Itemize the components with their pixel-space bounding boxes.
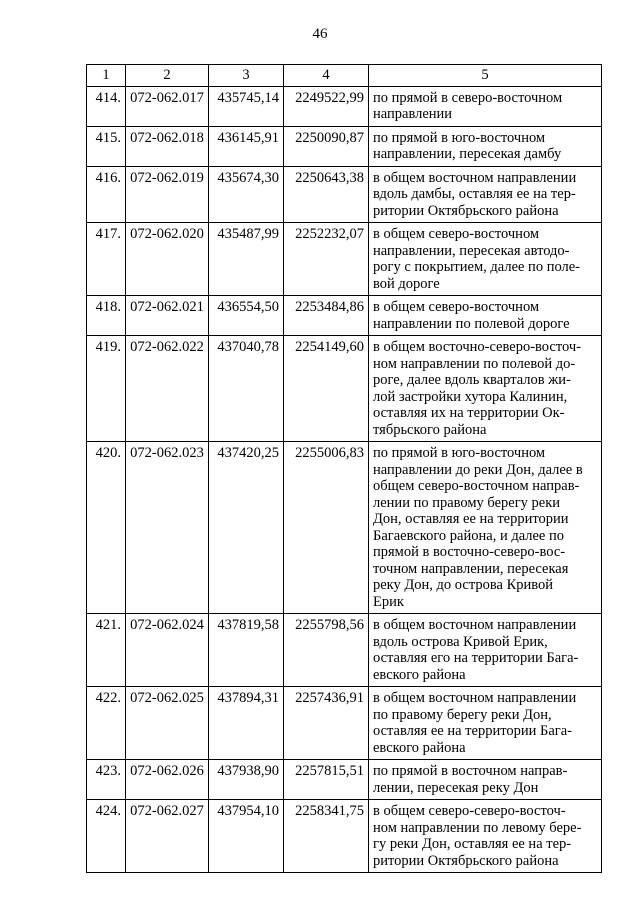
table-row bbox=[87, 86, 602, 126]
table-row bbox=[87, 126, 602, 166]
coordinate-x: 435674,30 bbox=[209, 166, 284, 223]
boundary-description bbox=[369, 442, 602, 614]
column-header-1: 1 bbox=[87, 65, 126, 87]
coordinate-y: 2257436,91 bbox=[284, 687, 369, 760]
description-text: в общем восточном направлении вдоль острова Кривой Ерик, оставляя его на территории Бага- евского района bbox=[373, 617, 579, 683]
coordinate-x: 437938,90 bbox=[209, 760, 284, 800]
point-code: 072-062.018 bbox=[126, 126, 209, 166]
column-header-5: 5 bbox=[369, 65, 602, 87]
coordinate-x: 435745,14 bbox=[209, 86, 284, 126]
coordinate-x: 437954,10 bbox=[209, 800, 284, 873]
point-code: 072-062.021 bbox=[126, 296, 209, 336]
point-code: 072-062.022 bbox=[126, 336, 209, 442]
description-text: в общем восточном направлении по правому берегу реки Дон, оставляя ее на территории Бага- евского района bbox=[373, 690, 577, 756]
coordinate-y: 2253484,86 bbox=[284, 296, 369, 336]
coordinate-y: 2254149,60 bbox=[284, 336, 369, 442]
row-number: 421. bbox=[87, 614, 126, 687]
description-text: по прямой в юго-восточном направлении, пересекая дамбу bbox=[373, 129, 562, 162]
table-row bbox=[87, 442, 602, 614]
coordinate-y: 2249522,99 bbox=[284, 86, 369, 126]
boundary-description bbox=[369, 800, 602, 873]
table-header-row bbox=[87, 65, 602, 87]
boundary-description bbox=[369, 687, 602, 760]
coordinate-x: 436145,91 bbox=[209, 126, 284, 166]
coordinate-y: 2257815,51 bbox=[284, 760, 369, 800]
row-number: 417. bbox=[87, 223, 126, 296]
point-code: 072-062.017 bbox=[126, 86, 209, 126]
table-row bbox=[87, 223, 602, 296]
coordinate-x: 437894,31 bbox=[209, 687, 284, 760]
page-number: 46 bbox=[312, 26, 328, 42]
boundary-points-table bbox=[86, 64, 602, 873]
coordinate-y: 2255006,83 bbox=[284, 442, 369, 614]
row-number: 418. bbox=[87, 296, 126, 336]
point-code: 072-062.025 bbox=[126, 687, 209, 760]
coordinate-x: 437420,25 bbox=[209, 442, 284, 614]
point-code: 072-062.027 bbox=[126, 800, 209, 873]
coordinate-x: 436554,50 bbox=[209, 296, 284, 336]
row-number: 416. bbox=[87, 166, 126, 223]
table-row bbox=[87, 614, 602, 687]
boundary-description bbox=[369, 166, 602, 223]
table-row bbox=[87, 800, 602, 873]
row-number: 424. bbox=[87, 800, 126, 873]
coordinate-x: 435487,99 bbox=[209, 223, 284, 296]
row-number: 415. bbox=[87, 126, 126, 166]
description-text: в общем восточно-северо-восточ- ном направлении по полевой до- роге, далее вдоль кварталов жи- лой застройки хутора Калинин, оставляя их на территории Ок- тябрьского района bbox=[373, 339, 581, 438]
coordinate-y: 2252232,07 bbox=[284, 223, 369, 296]
boundary-description bbox=[369, 336, 602, 442]
point-code: 072-062.019 bbox=[126, 166, 209, 223]
description-text: в общем северо-северо-восточ- ном направлении по левому бере- гу реки Дон, оставляя ее на тер- ритории Октябрьского района bbox=[373, 803, 582, 869]
row-number: 423. bbox=[87, 760, 126, 800]
column-header-2: 2 bbox=[126, 65, 209, 87]
column-header-4: 4 bbox=[284, 65, 369, 87]
description-text: по прямой в северо-восточном направлении bbox=[373, 89, 563, 122]
description-text: в общем восточном направлении вдоль дамбы, оставляя ее на тер- ритории Октябрьского района bbox=[373, 169, 577, 219]
point-code: 072-062.024 bbox=[126, 614, 209, 687]
row-number: 419. bbox=[87, 336, 126, 442]
description-text: по прямой в юго-восточном направлении до реки Дон, далее в общем северо-восточном направ- лении по правому берегу реки Дон, оставляя ее на территории Багаевского района, и далее по прямой в восточно-северо-вос- точном направлении, пересекая реку Дон, до острова Кривой Ерик bbox=[373, 445, 583, 610]
boundary-description bbox=[369, 760, 602, 800]
coordinate-y: 2250643,38 bbox=[284, 166, 369, 223]
row-number: 420. bbox=[87, 442, 126, 614]
point-code: 072-062.020 bbox=[126, 223, 209, 296]
boundary-description bbox=[369, 223, 602, 296]
point-code: 072-062.023 bbox=[126, 442, 209, 614]
coordinate-x: 437040,78 bbox=[209, 336, 284, 442]
coordinate-x: 437819,58 bbox=[209, 614, 284, 687]
row-number: 422. bbox=[87, 687, 126, 760]
table-row bbox=[87, 166, 602, 223]
boundary-description bbox=[369, 296, 602, 336]
table-row bbox=[87, 296, 602, 336]
coordinate-y: 2250090,87 bbox=[284, 126, 369, 166]
coordinate-y: 2258341,75 bbox=[284, 800, 369, 873]
column-header-3: 3 bbox=[209, 65, 284, 87]
table-body bbox=[87, 86, 602, 873]
row-number: 414. bbox=[87, 86, 126, 126]
table-row bbox=[87, 336, 602, 442]
description-text: в общем северо-восточном направлении по полевой дороге bbox=[373, 299, 570, 332]
point-code: 072-062.026 bbox=[126, 760, 209, 800]
coordinate-y: 2255798,56 bbox=[284, 614, 369, 687]
table-row bbox=[87, 760, 602, 800]
description-text: в общем северо-восточном направлении, пересекая автодо- рогу с покрытием, далее по поле- вой дороге bbox=[373, 226, 581, 292]
description-text: по прямой в восточном направ- лении, пересекая реку Дон bbox=[373, 763, 568, 796]
boundary-description bbox=[369, 86, 602, 126]
boundary-description bbox=[369, 126, 602, 166]
table-row bbox=[87, 687, 602, 760]
boundary-description bbox=[369, 614, 602, 687]
